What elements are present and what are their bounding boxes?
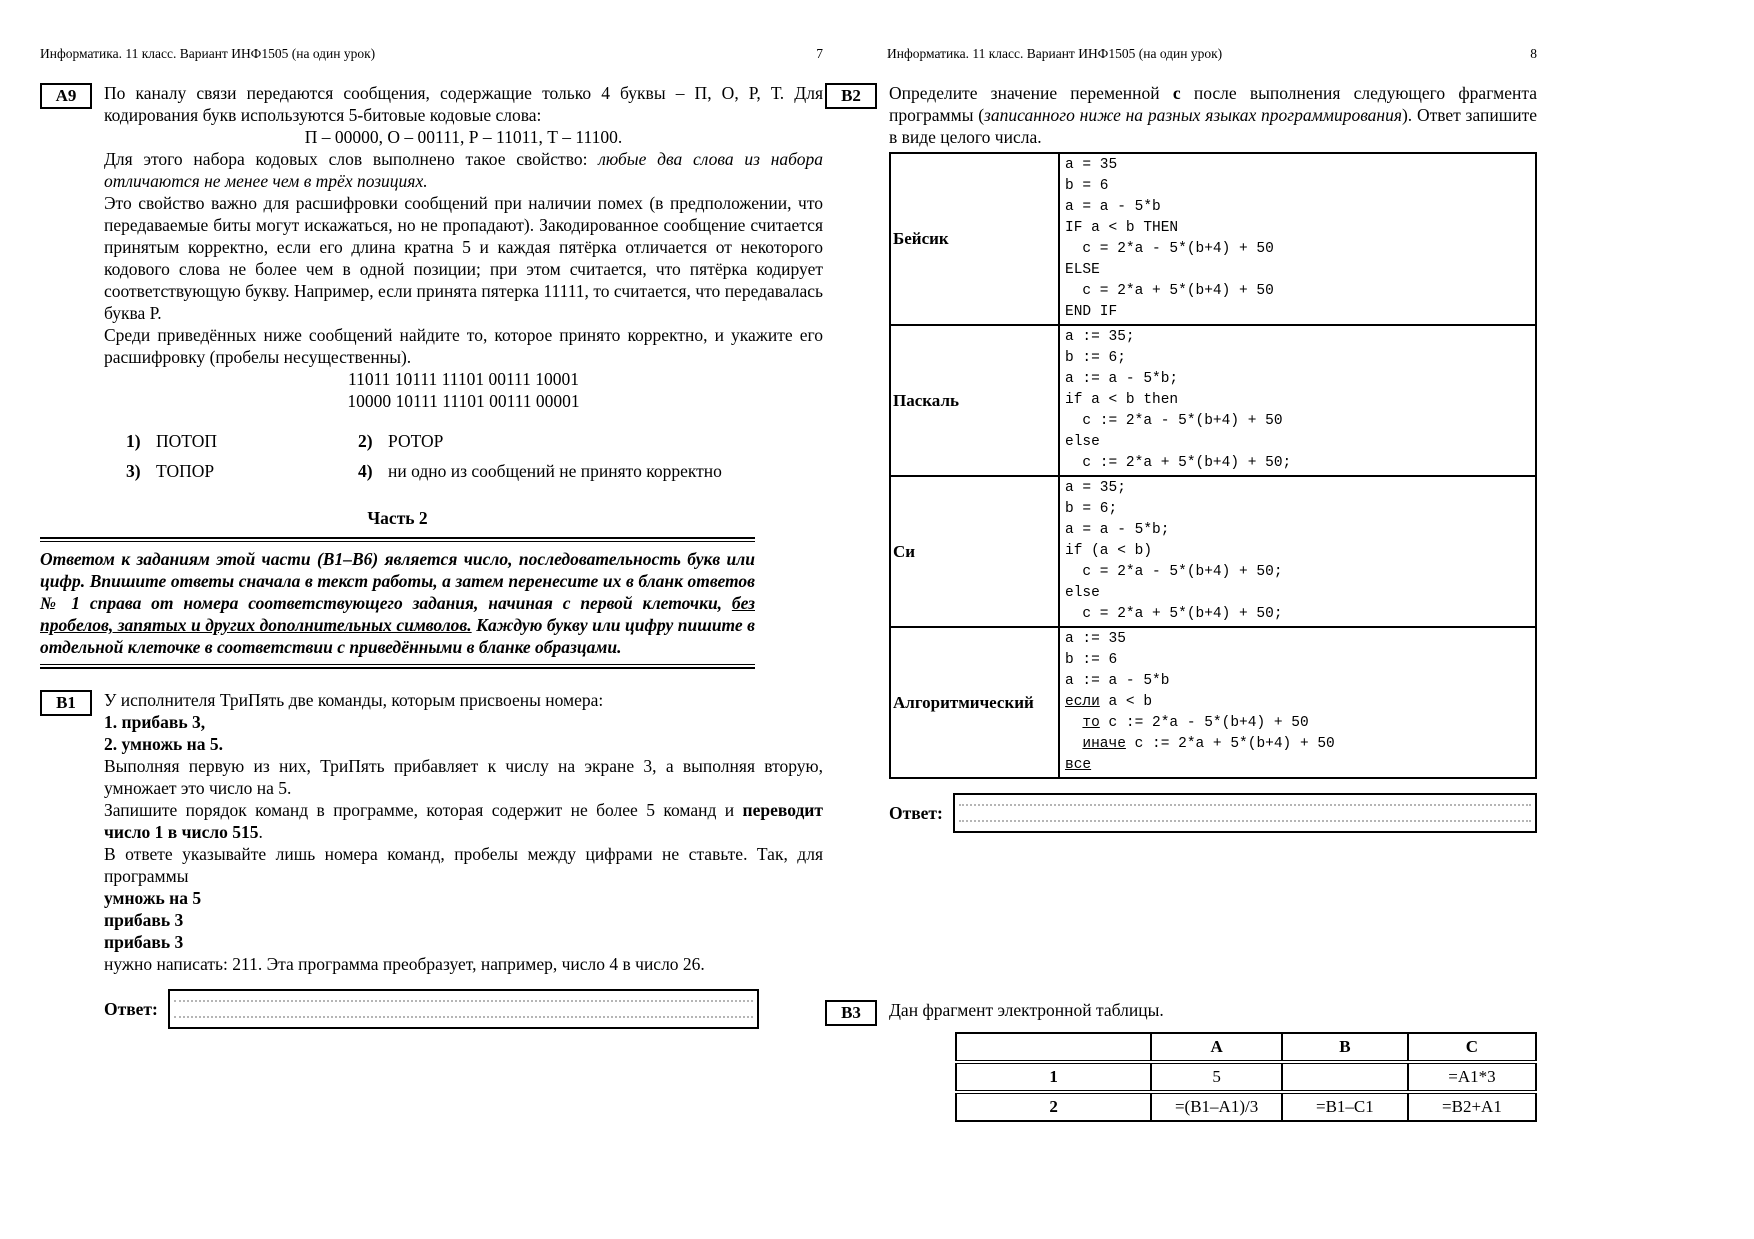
task-b1-body [104,689,823,1029]
b3-text: Дан фрагмент электронной таблицы. [889,1000,1164,1020]
text-segment: если [1065,694,1100,710]
code-table-row [890,476,1536,627]
code-line: c := 2*a + 5*(b+4) + 50; [1065,455,1292,471]
code-line: c = 2*a + 5*(b+4) + 50 [1065,283,1274,299]
code-line [1065,734,1530,755]
spreadsheet-cell: =B1–C1 [1282,1092,1408,1121]
task-b1-label: В1 [40,690,92,716]
b1-program-line-1: умножь на 5 [104,888,202,908]
b1-paragraph-4: В ответе указывайте лишь номера команд, пробелы между цифрами не ставьте. Так, для программы [104,844,823,886]
b1-program-line-2: прибавь 3 [104,910,184,930]
b1-paragraph-1: У исполнителя ТриПять две команды, которым присвоены номера: [104,690,604,710]
text-segment: Ответом к заданиям этой части (В1–В6) является число, последовательность букв или цифр. Впишите ответы сначала в текст работы, а затем перенесите их в бланк ответов № 1 справа от номера соответствующего задания, начиная с первой клеточки, [40,549,755,613]
a9-option-4[interactable] [358,460,823,482]
option-number: 1) [126,431,141,451]
code-line [1065,755,1530,776]
page-header-left [40,46,823,62]
code-line: c = 2*a - 5*(b+4) + 50; [1065,564,1283,580]
a9-code-words: П – 00000, О – 00111, Р – 11011, Т – 11100. [304,127,623,147]
code-line: b := 6; [1065,350,1126,366]
language-name: Бейсик [890,153,1059,325]
text-segment: записанного ниже на разных языках программирования [984,105,1402,125]
text-segment: после выполнения следующего фрагмента программы ( [889,83,1537,125]
option-number: 4) [358,461,373,481]
b1-paragraph-2: Выполняя первую из них, ТриПять прибавляет к числу на экране 3, а выполняя вторую, умножает это число на 5. [104,756,823,798]
b1-paragraph-5: нужно написать: 211. Эта программа преобразует, например, число 4 в число 26. [104,954,705,974]
language-name: Си [890,476,1059,627]
dotted-line [174,1016,753,1018]
a9-paragraph-2 [104,148,823,192]
task-b3-body [889,999,1537,1021]
text-segment: ). Ответ запишите в виде целого числа. [889,105,1537,147]
text-segment: переводит число 1 в число 515 [104,800,823,842]
page-number: 7 [816,46,823,61]
text-segment: то [1082,715,1100,731]
option-text: ПОТОП [156,431,218,451]
text-segment: любые два слова из набора отличаются не менее чем в трёх позициях. [104,149,823,191]
b1-paragraph-3 [104,799,823,843]
a9-options [126,430,823,482]
text-segment: . [258,822,263,842]
option-number: 3) [126,461,141,481]
code-table-row [890,325,1536,476]
code-line [1065,692,1530,713]
code-line: a := 35; [1065,329,1135,345]
text-segment [1065,736,1082,752]
code-line: if a < b then [1065,392,1179,408]
page-header-right [825,46,1537,62]
text-segment: c := 2*a + 5*(b+4) + 50 [1125,736,1335,752]
part2-title: Часть 2 [367,508,428,528]
b2-code-table [889,152,1537,779]
option-text: ни одно из сообщений не принято корректно [388,461,722,481]
code-line: END IF [1065,304,1118,320]
b1-command-2: 2. умножь на 5. [104,734,223,754]
task-b2-label: В2 [825,83,877,109]
code-line: a := 35 [1065,631,1126,647]
code-listing [1059,153,1536,325]
spreadsheet-row [956,1092,1536,1121]
b1-answer-input[interactable] [168,989,759,1029]
dotted-line [959,804,1531,806]
text-segment: иначе [1082,736,1126,752]
task-a9-label: А9 [40,83,92,109]
page-number: 8 [1530,46,1537,61]
spreadsheet-cell [1282,1062,1408,1092]
dotted-line [959,820,1531,822]
code-listing [1059,627,1536,778]
part2-instruction [40,548,755,658]
code-line: ELSE [1065,262,1100,278]
dotted-line [174,1000,753,1002]
code-listing [1059,476,1536,627]
header-title: Информатика. 11 класс. Вариант ИНФ1505 (на один урок) [40,46,376,61]
text-segment: c [1172,83,1181,103]
spreadsheet-column-header [956,1033,1151,1062]
rule-bottom [40,664,755,669]
a9-paragraph-3: Это свойство важно для расшифровки сообщений при наличии помех (в предположении, что передаваемые биты могут искажаться, но не пропадают). Закодированное сообщение считается принятым корректно, если его длина кратна 5 и каждая пятёрка отличается от некоторого кодового слова не более чем в одной позиции; при этом считается, что пятёрка кодирует соответствующую букву. Например, если принята пятерка 11111, то считается, что передавалась буква Р. [104,193,823,323]
a9-option-3[interactable] [126,460,358,482]
code-line: b = 6 [1065,178,1109,194]
spreadsheet-row [956,1062,1536,1092]
b2-answer-label: Ответ: [889,803,943,823]
a9-message-2: 10000 10111 11101 00111 00001 [347,391,580,411]
code-line: c := 2*a - 5*(b+4) + 50 [1065,413,1283,429]
rule-top [40,537,755,542]
a9-message-1: 11011 10111 11101 00111 10001 [347,369,580,389]
text-segment: Для этого набора кодовых слов выполнено такое свойство: [104,149,599,169]
a9-option-2[interactable] [358,430,823,452]
code-line: a = a - 5*b [1065,199,1161,215]
option-text: ТОПОР [156,461,215,481]
code-line [1065,713,1530,734]
option-number: 2) [358,431,373,451]
text-segment: c := 2*a - 5*(b+4) + 50 [1099,715,1309,731]
language-name: Паскаль [890,325,1059,476]
spreadsheet-cell: =A1*3 [1408,1062,1536,1092]
task-b2 [825,82,1537,833]
code-table-row [890,153,1536,325]
text-segment: a < b [1099,694,1153,710]
text-segment: без пробелов, запятых и других дополнительных символов. [40,593,755,635]
code-line: a = a - 5*b; [1065,522,1170,538]
text-segment: все [1065,757,1092,773]
a9-paragraph-4: Среди приведённых ниже сообщений найдите то, которое принято корректно, и укажите его расшифровку (пробелы несущественны). [104,325,823,367]
spreadsheet-cell: 5 [1151,1062,1282,1092]
page-7 [40,0,823,1029]
b2-answer-input[interactable] [953,793,1537,833]
code-table-row [890,627,1536,778]
code-line: b = 6; [1065,501,1118,517]
code-line: b := 6 [1065,652,1118,668]
text-segment: Определите значение переменной [889,83,1173,103]
page-8 [825,0,1537,1122]
code-line: else [1065,585,1100,601]
b2-answer-row [889,793,1537,833]
spreadsheet-cell: =(B1–A1)/3 [1151,1092,1282,1121]
code-line: a = 35 [1065,157,1118,173]
text-segment: Запишите порядок команд в программе, которая содержит не более 5 команд и [104,800,743,820]
spreadsheet-cell: =B2+A1 [1408,1092,1536,1121]
b1-answer-label: Ответ: [104,999,158,1019]
code-listing [1059,325,1536,476]
text-segment: Каждую букву или цифру пишите в отдельной клеточке в соответствии с приведёнными в бланке образцами. [40,615,756,657]
header-title: Информатика. 11 класс. Вариант ИНФ1505 (на один урок) [887,46,1223,61]
language-name: Алгоритмический [890,627,1059,778]
code-line: if (a < b) [1065,543,1153,559]
task-a9 [40,82,823,482]
spreadsheet-column-header: B [1282,1033,1408,1062]
spreadsheet-row-header: 1 [956,1062,1151,1092]
task-a9-body [104,82,823,482]
code-line: a := a - 5*b [1065,673,1170,689]
spreadsheet-column-header: C [1408,1033,1536,1062]
code-line: else [1065,434,1100,450]
code-line: IF a < b THEN [1065,220,1179,236]
task-b2-body [889,82,1537,833]
b1-answer-row [104,989,759,1029]
b2-intro [889,82,1537,148]
code-line: c = 2*a + 5*(b+4) + 50; [1065,606,1283,622]
text-segment [1065,715,1082,731]
b1-command-1: 1. прибавь 3, [104,712,206,732]
code-line: a := a - 5*b; [1065,371,1179,387]
task-b1 [40,689,823,1029]
a9-paragraph-1: По каналу связи передаются сообщения, содержащие только 4 буквы – П, О, Р, Т. Для кодирования букв используются 5-битовые кодовые слова: [104,83,823,125]
a9-option-1[interactable] [126,430,358,452]
option-text: РОТОР [388,431,444,451]
b1-program-line-3: прибавь 3 [104,932,184,952]
spreadsheet-header-row [956,1033,1536,1062]
code-line: c = 2*a - 5*(b+4) + 50 [1065,241,1274,257]
spreadsheet-row-header: 2 [956,1092,1151,1121]
task-b3 [825,999,1537,1026]
b3-spreadsheet [955,1032,1537,1122]
task-b3-label: В3 [825,1000,877,1026]
code-line: a = 35; [1065,480,1126,496]
spreadsheet-column-header: A [1151,1033,1282,1062]
